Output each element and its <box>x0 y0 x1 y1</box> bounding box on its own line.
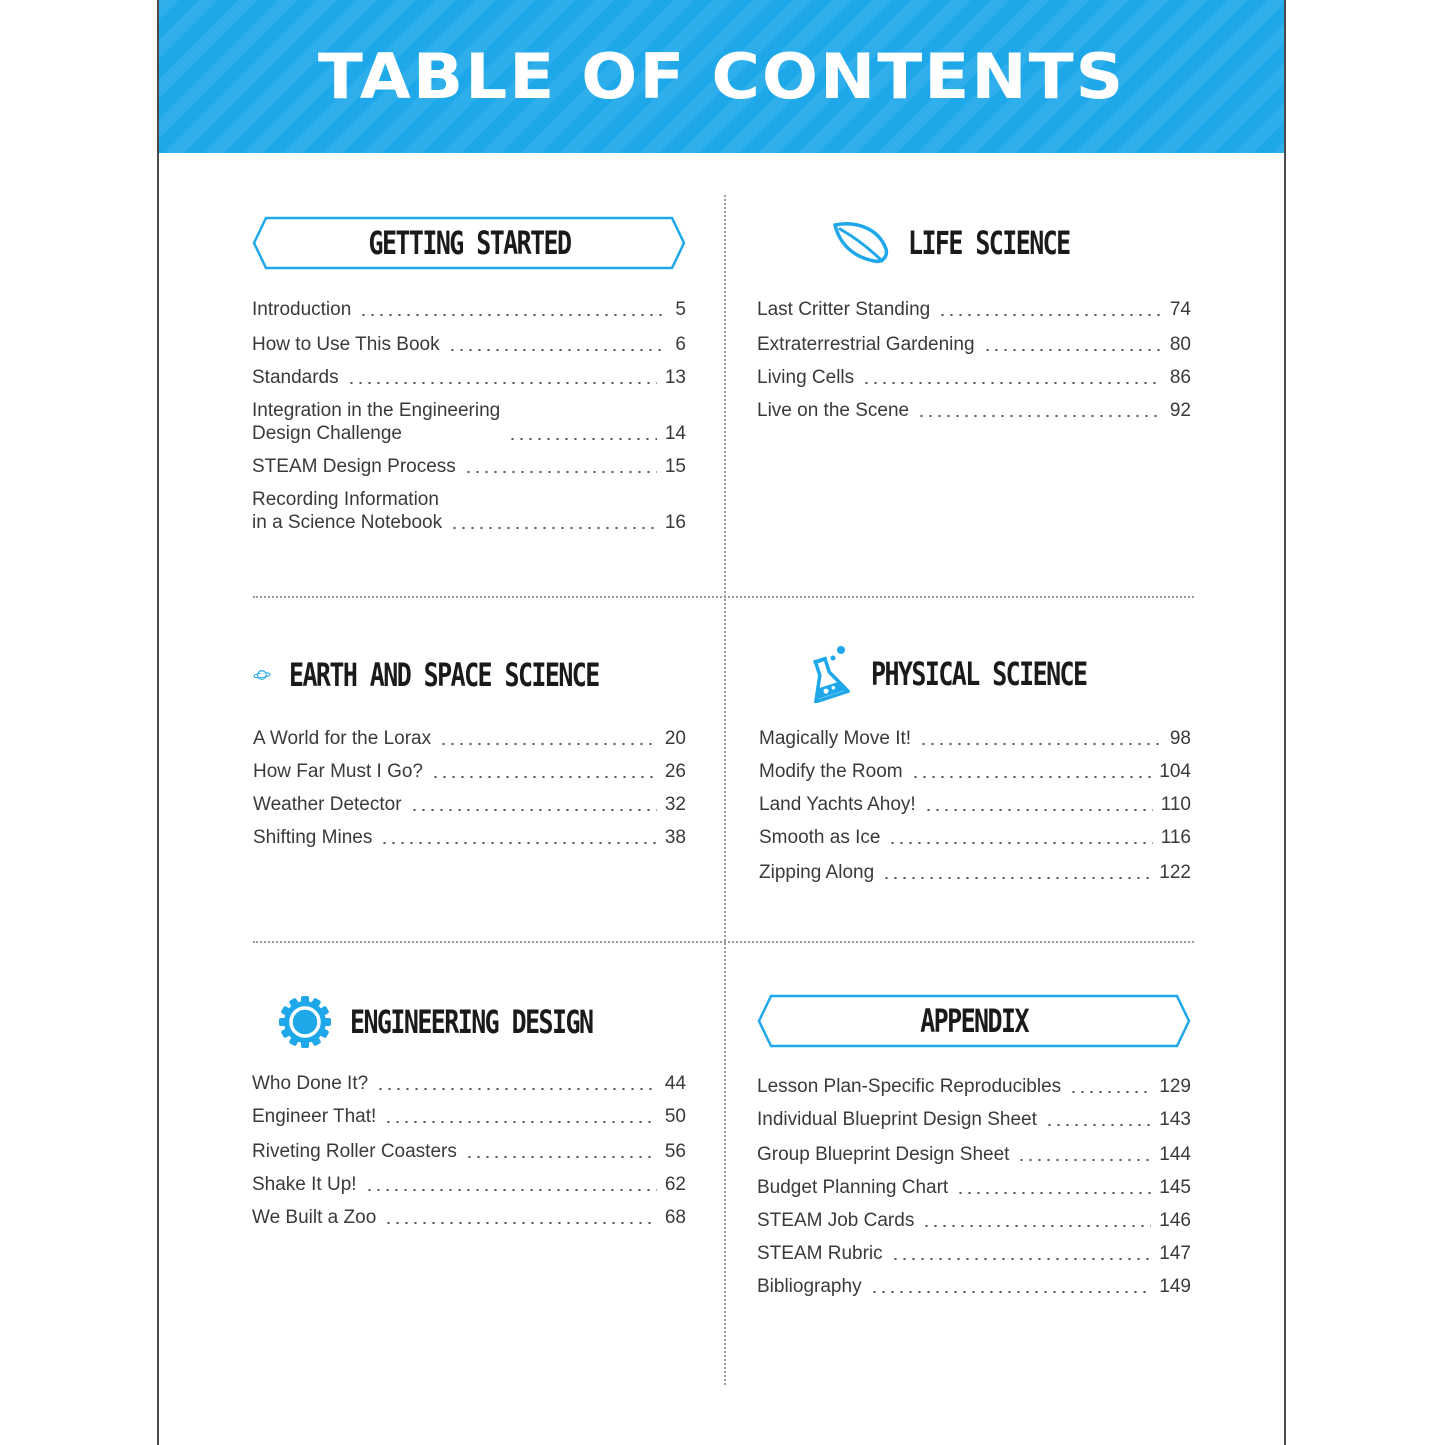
page-title: TABLE OF CONTENTS <box>317 39 1126 114</box>
dot-leader <box>862 382 1162 384</box>
toc-entry[interactable]: How Far Must I Go? 26 <box>253 761 686 782</box>
toc-entry[interactable]: Bibliography 149 <box>757 1276 1191 1297</box>
toc-entry[interactable]: Smooth as Ice 116 <box>759 827 1191 848</box>
dot-leader <box>911 776 1152 778</box>
dot-leader <box>1069 1091 1151 1093</box>
toc-entry[interactable]: STEAM Rubric 147 <box>757 1243 1191 1264</box>
toc-entry[interactable]: Individual Blueprint Design Sheet 143 <box>757 1109 1191 1130</box>
dot-leader <box>983 349 1162 351</box>
dot-leader <box>1045 1124 1151 1126</box>
section-life-science <box>757 216 1191 422</box>
section-appendix <box>757 994 1191 1298</box>
section-engineering-design <box>252 995 686 1229</box>
dot-leader <box>450 527 657 529</box>
dot-leader <box>508 438 657 440</box>
dot-leader <box>956 1192 1151 1194</box>
dot-leader <box>938 314 1162 316</box>
toc-entry[interactable]: Land Yachts Ahoy! 110 <box>759 794 1191 815</box>
toc-entry[interactable]: Last Critter Standing 74 <box>757 299 1191 320</box>
section-earth-space-science <box>253 648 686 849</box>
dot-leader <box>1017 1159 1151 1161</box>
section-header <box>757 216 1191 270</box>
section-header <box>252 216 686 270</box>
horizontal-divider-1 <box>253 596 1194 598</box>
flask-icon <box>803 645 853 703</box>
dot-leader <box>365 1189 657 1191</box>
gear-icon <box>278 995 332 1049</box>
dot-leader <box>922 1225 1151 1227</box>
toc-entry[interactable]: Weather Detector 32 <box>253 794 686 815</box>
section-getting-started <box>252 216 686 534</box>
toc-list <box>759 727 1191 884</box>
section-title: GETTING STARTED <box>367 224 570 262</box>
dot-leader <box>882 877 1151 879</box>
toc-entry[interactable]: Shifting Mines 38 <box>253 827 686 848</box>
section-physical-science <box>759 643 1191 884</box>
page <box>157 0 1286 1445</box>
planet-icon <box>253 648 271 702</box>
dot-leader <box>891 1258 1152 1260</box>
section-header <box>759 643 1191 705</box>
toc-entry[interactable]: We Built a Zoo 68 <box>252 1207 686 1228</box>
section-title: LIFE SCIENCE <box>908 224 1071 262</box>
header-banner <box>159 0 1284 153</box>
toc-entry[interactable]: Recording Information in a Science Notebook 16 <box>252 489 686 533</box>
dot-leader <box>410 809 657 811</box>
section-title: EARTH AND SPACE SCIENCE <box>288 656 599 694</box>
section-header <box>253 648 686 702</box>
dot-leader <box>359 314 667 316</box>
dot-leader <box>431 776 657 778</box>
dot-leader <box>888 842 1152 844</box>
toc-entry[interactable]: Shake It Up! 62 <box>252 1174 686 1195</box>
toc-list <box>252 298 686 534</box>
horizontal-divider-2 <box>253 941 1194 943</box>
toc-entry[interactable]: Budget Planning Chart 145 <box>757 1177 1191 1198</box>
dot-leader <box>380 842 657 844</box>
dot-leader <box>376 1088 657 1090</box>
dot-leader <box>384 1121 657 1123</box>
dot-leader <box>448 349 668 351</box>
toc-list <box>252 1072 686 1229</box>
dot-leader <box>924 809 1153 811</box>
toc-entry[interactable]: STEAM Job Cards 146 <box>757 1210 1191 1231</box>
toc-entry[interactable]: Introduction 5 <box>252 299 686 320</box>
section-title: ENGINEERING DESIGN <box>349 1003 593 1041</box>
toc-entry[interactable]: Modify the Room 104 <box>759 761 1191 782</box>
section-title: APPENDIX <box>920 1002 1028 1040</box>
dot-leader <box>917 415 1162 417</box>
vertical-divider <box>724 195 726 1385</box>
section-header <box>757 994 1191 1048</box>
toc-entry[interactable]: Group Blueprint Design Sheet 144 <box>757 1144 1191 1165</box>
toc-entry[interactable]: Living Cells 86 <box>757 367 1191 388</box>
toc-entry[interactable]: Lesson Plan-Specific Reproducibles 129 <box>757 1076 1191 1097</box>
toc-entry[interactable]: Integration in the Engineering Design Challenge 14 <box>252 400 686 444</box>
toc-entry[interactable]: STEAM Design Process 15 <box>252 456 686 477</box>
section-header <box>252 995 686 1049</box>
dot-leader <box>347 382 657 384</box>
dot-leader <box>919 743 1162 745</box>
dot-leader <box>464 471 657 473</box>
toc-entry[interactable]: Extraterrestrial Gardening 80 <box>757 334 1191 355</box>
dot-leader <box>384 1222 657 1224</box>
section-title: PHYSICAL SCIENCE <box>870 655 1087 693</box>
toc-list <box>757 298 1191 422</box>
toc-entry[interactable]: Who Done It? 44 <box>252 1073 686 1094</box>
toc-entry[interactable]: Engineer That! 50 <box>252 1106 686 1127</box>
toc-entry[interactable]: Riveting Roller Coasters 56 <box>252 1141 686 1162</box>
dot-leader <box>465 1156 657 1158</box>
toc-entry[interactable]: Magically Move It! 98 <box>759 728 1191 749</box>
leaf-icon <box>832 219 890 267</box>
toc-list <box>757 1075 1191 1298</box>
toc-entry[interactable]: Standards 13 <box>252 367 686 388</box>
dot-leader <box>439 743 657 745</box>
toc-list <box>253 727 686 849</box>
toc-entry[interactable]: How to Use This Book 6 <box>252 334 686 355</box>
dot-leader <box>870 1291 1152 1293</box>
toc-entry[interactable]: A World for the Lorax 20 <box>253 728 686 749</box>
toc-entry[interactable]: Live on the Scene 92 <box>757 400 1191 421</box>
toc-entry[interactable]: Zipping Along 122 <box>759 862 1191 883</box>
